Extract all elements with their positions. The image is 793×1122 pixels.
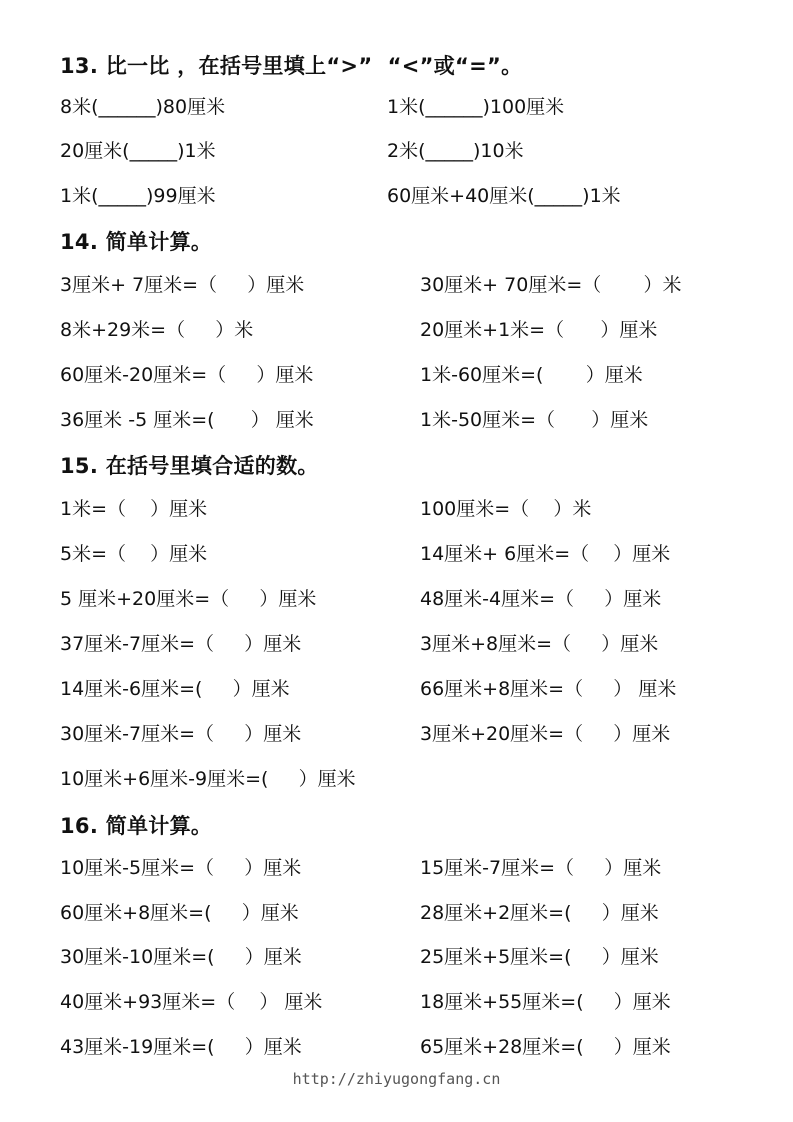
q15-row3-left: 5 厘米+20厘米=（ ）厘米 [60, 588, 317, 610]
q15-row6-left: 30厘米-7厘米=（ ）厘米 [60, 723, 302, 745]
q15-row5-left: 14厘米-6厘米=( ）厘米 [60, 678, 290, 700]
q15-row3-right: 48厘米-4厘米=（ ）厘米 [420, 588, 662, 610]
section-14-title: 14. 简单计算。 [60, 230, 213, 254]
q16-row4-left: 40厘米+93厘米=（ ） 厘米 [60, 991, 323, 1013]
q16-row2-right: 28厘米+2厘米=( ）厘米 [420, 902, 659, 924]
section-15-title: 15. 在括号里填合适的数。 [60, 454, 319, 478]
q15-row5-right: 66厘米+8厘米=（ ） 厘米 [420, 678, 677, 700]
q15-row1-left: 1米=（ ）厘米 [60, 498, 208, 520]
footer-url[interactable]: http://zhiyugongfang.cn [292, 1070, 501, 1088]
q16-row1-right: 15厘米-7厘米=（ ）厘米 [420, 857, 662, 879]
q15-row1-right: 100厘米=（ ）米 [420, 498, 592, 520]
q15-row2-right: 14厘米+ 6厘米=（ ）厘米 [420, 543, 671, 565]
q16-row5-right: 65厘米+28厘米=( ）厘米 [420, 1036, 671, 1058]
q14-row4-right: 1米-50厘米=（ ）厘米 [420, 409, 649, 431]
q16-row3-right: 25厘米+5厘米=( ）厘米 [420, 946, 659, 968]
q15-row2-left: 5米=（ ）厘米 [60, 543, 208, 565]
q16-row3-left: 30厘米-10厘米=( ）厘米 [60, 946, 302, 968]
q13-row2-left: 20厘米(_____)1米 [60, 140, 216, 162]
section-13-title: 13. 比一比 ，在括号里填上“>” “<”或“=”。 [60, 54, 523, 78]
q13-row2-right: 2米(_____)10米 [387, 140, 524, 162]
q15-row4-right: 3厘米+8厘米=（ ）厘米 [420, 633, 659, 655]
section-16-title: 16. 简单计算。 [60, 814, 213, 838]
q13-row3-left: 1米(_____)99厘米 [60, 185, 216, 207]
q14-row4-left: 36厘米 -5 厘米=( ） 厘米 [60, 409, 314, 431]
q14-row3-right: 1米-60厘米=( ）厘米 [420, 364, 643, 386]
q13-row1-left: 8米(______)80厘米 [60, 96, 226, 118]
q15-row7-left: 10厘米+6厘米-9厘米=( ）厘米 [60, 768, 356, 790]
q14-row3-left: 60厘米-20厘米=（ ）厘米 [60, 364, 314, 386]
q14-row2-left: 8米+29米=（ ）米 [60, 319, 254, 341]
q14-row2-right: 20厘米+1米=（ ）厘米 [420, 319, 658, 341]
q16-row4-right: 18厘米+55厘米=( ）厘米 [420, 991, 671, 1013]
q15-row6-right: 3厘米+20厘米=（ ）厘米 [420, 723, 671, 745]
q16-row5-left: 43厘米-19厘米=( ）厘米 [60, 1036, 302, 1058]
q13-row1-right: 1米(______)100厘米 [387, 96, 565, 118]
q15-row4-left: 37厘米-7厘米=（ ）厘米 [60, 633, 302, 655]
q13-row3-right: 60厘米+40厘米(_____)1米 [387, 185, 621, 207]
q16-row2-left: 60厘米+8厘米=( ）厘米 [60, 902, 299, 924]
q16-row1-left: 10厘米-5厘米=（ ）厘米 [60, 857, 302, 879]
q14-row1-right: 30厘米+ 70厘米=（ ）米 [420, 274, 682, 296]
q14-row1-left: 3厘米+ 7厘米=（ ）厘米 [60, 274, 305, 296]
